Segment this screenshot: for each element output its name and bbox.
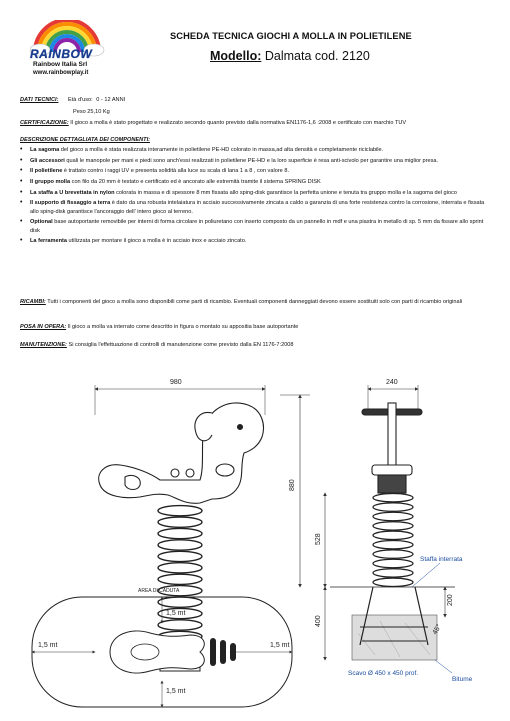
posa-label: POSA IN OPERA: (20, 324, 67, 330)
dog-shape-front (99, 403, 264, 503)
area-bottom-label: 1,5 mt (166, 688, 186, 695)
model-label: Modello: (210, 49, 262, 63)
tech-data (20, 96, 490, 104)
dim-height (280, 395, 310, 587)
angle-label: 45° (431, 623, 444, 636)
spring-coil (158, 620, 202, 630)
dog-shape-side (362, 403, 422, 493)
weight: Peso 25,10 Kg (73, 109, 110, 115)
model-line (210, 49, 370, 63)
spring-coil (373, 550, 413, 558)
dim-200 (445, 587, 454, 617)
tech-label: DATI TECNICI: (20, 97, 59, 103)
spring-coil (373, 503, 413, 511)
desc-item: • Optional base autoportante removibile per interni di forma circolare in poliuretano con inserto composto da un pannello in mdf e una piastra in metallo di sp. 5 mm da fissare allo sprint disk (20, 218, 490, 235)
rainbow-logo (18, 20, 118, 80)
age-label: Età d'uso: (68, 97, 93, 103)
fall-area (32, 588, 292, 707)
page-title: SCHEDA TECNICA GIOCHI A MOLLA IN POLIETILENE (170, 31, 412, 41)
posa-text: Il gioco a molla va interrato come descritto in figura o montato su appositia base autoportante (66, 324, 299, 330)
cert-text: Il gioco a molla è stato progettato e realizzato secondo quanto previsto dalla normativa EN1176-1,6 :2008 e certificato con marchio TUV (70, 120, 407, 126)
spring-coil (373, 493, 413, 501)
spring-coil (373, 522, 413, 530)
logo-company: Rainbow Italia Srl (33, 61, 88, 68)
width-side-label: 240 (386, 379, 398, 386)
spring-coil (158, 597, 202, 607)
spring-coil (373, 531, 413, 539)
handle-icon (210, 638, 216, 666)
height-spring-label: 528 (315, 533, 322, 545)
desc-heading: DESCRIZIONE DETTAGLIATA DEI COMPONENTI: (20, 137, 150, 143)
age-value: 0 - 12 ANNI (96, 97, 126, 103)
spring-coil (158, 506, 202, 516)
spring-coil (158, 528, 202, 538)
spring-coil (373, 540, 413, 548)
spring-coil (158, 517, 202, 527)
desc-item: • La ferramenta utilizzata per montare il gioco a molla è in acciaio inox e acciaio zincato. (20, 237, 490, 245)
logo-website: www.rainbowplay.it (33, 70, 89, 76)
desc-item: • Gli accessori quali le manopole per mani e piedi sono anch'essi realizzati in polietilene PE-HD e la loro superficie è resa anti-scivolo per garantire una miglior presa. (20, 157, 490, 165)
width-front-label: 980 (170, 379, 182, 386)
spring-coil (158, 551, 202, 561)
dim-200-label: 200 (447, 594, 454, 606)
dim-depth (315, 587, 325, 660)
certification (20, 119, 490, 127)
area-top-label: 1,5 mt (166, 610, 186, 617)
bitume-label: Bitume (452, 676, 473, 683)
spring-coil (158, 574, 202, 584)
area-title: AREA DI CADUTA (138, 588, 180, 594)
ricambi-label: RICAMBI: (20, 299, 46, 305)
spring-coil (373, 512, 413, 520)
technical-drawing (0, 365, 510, 721)
spring-coil (373, 569, 413, 577)
posa (20, 323, 490, 331)
desc-list (20, 146, 490, 248)
ricambi-text: Tutti i componenti del gioco a molla sono disponibili come parti di ricambio. Eventuali componenti danneggiati devono essere sostituiti solo con parti di ricambio originali (45, 299, 463, 305)
manut-label: MANUTENZIONE: (20, 342, 67, 348)
spring-coil (373, 559, 413, 567)
model-value: Dalmata cod. 2120 (264, 49, 370, 63)
depth-label: 400 (315, 615, 322, 627)
staffa-label: Staffa interrata (420, 556, 463, 563)
spring-coil (158, 540, 202, 550)
ricambi (20, 298, 490, 306)
height-total-label: 880 (289, 479, 296, 491)
excavation (352, 587, 437, 660)
manutenzione (20, 341, 490, 349)
logo-brand: RAINBOW (30, 47, 93, 61)
scavo-label: Scavo Ø 450 x 450 prof. (348, 670, 419, 677)
spring-coil (158, 563, 202, 573)
area-left-label: 1,5 mt (38, 642, 58, 649)
desc-item: • Il polietilene è trattato contro i raggi UV e presenta solidità alla luce su scala di lana 1 a 8 , con valore 8. (20, 167, 490, 175)
desc-item: • Il gruppo molla con filo da 20 mm è testato e certificato ed è ancorato alle estremità tramite il sistema SPRING DISK (20, 178, 490, 186)
spring-side (373, 493, 413, 586)
desc-item: • La sagoma del gioco a molla è stata realizzata interamente in polietilene PE-HD colorato in massa,ad alta densità e completamente riciclabile. (20, 146, 490, 154)
area-right-label: 1,5 mt (270, 642, 290, 649)
desc-item: • Il supporto di fissaggio a terra è dato da una robusta intelaiatura in acciaio successivamente zincata a caldo a garanzia di una forte resistenza contro la corrosione, interrata e fissata allo sping-disk garantisce l'ancoraggio dell' intero gioco al terreno. (20, 199, 490, 216)
spring-coil (373, 578, 413, 586)
desc-item: • La staffa a U brevettata in nylon colorata in massa e di spessore 8 mm fissata allo sping-disk garantisce la perfetta unione e tenuta tra gruppo molla e la sagoma del gioco (20, 189, 490, 197)
cert-label: CERTIFICAZIONE: (20, 120, 69, 126)
manut-text: Si consiglia l'effettuazione di controlli di manutenzione come previsto dalla EN 1176-7:2008 (66, 342, 294, 348)
dim-spring (315, 493, 325, 587)
